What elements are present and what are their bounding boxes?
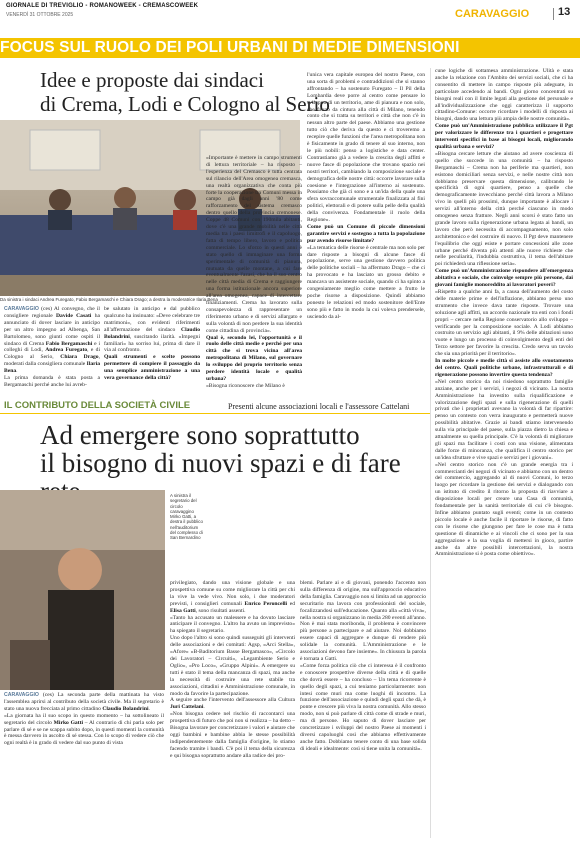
article1-column3	[206, 155, 302, 398]
article2-headline-line2: il bisogno di nuovi spazi e di fare	[40, 448, 401, 478]
band-underline	[0, 413, 430, 414]
article2-column3	[300, 580, 426, 838]
issue-date: VENERDÌ 31 OTTOBRE 2025	[6, 12, 74, 18]
focus-banner-text: FOCUS SUL RUOLO DEI POLI URBANI DI MEDIE DIMENSIONI	[0, 39, 460, 56]
newspaper-name: GIORNALE DI TREVIGLIO - ROMANOWEEK - CREMASCOWEEK	[6, 3, 199, 9]
article1-column4	[307, 72, 425, 398]
article2-photo	[0, 490, 165, 690]
article2-column2	[170, 580, 295, 838]
page-number: 13	[558, 6, 571, 18]
header-separator	[553, 8, 554, 20]
article1-column1-text: CARAVAGGIO (ces) Al convegno, che il consigliere regionale Davide Casati ha annunciato di dover lasciare in anticipo per un altro impegno ad Albenga, San Bartolomeo, sono giunti come ospiti il sindaco di Crema Fabio Bergamaschi e i colleghi di Lodi, Andrea Furegato, e di Cologno al Serio, Chiara Drago, moderati dalla consigliera comunale Ilaria Bena. La prima domanda è stata posta a Bergamaschi perché anche lui avreb-	[4, 306, 100, 388]
civil-society-band-title: IL CONTRIBUTO DELLA SOCIETÀ CIVILE	[4, 400, 191, 411]
article1-column3-text: «Importante è mettere in campo strumenti di lettura territoriale – ha risposto – l'esperienza del Cremasco è tutta centrata sul rilancio dell'Area omogenea cremasca, una realtà organizzativa che conta più forte la cooperazione tra Comuni messa in campo già dagli anni '80 come rafforzamento del sistema cremasco dentro quello della provincia cremonese. Coppe 48 Comuni con 190mila abitanti, dove c'è una grande mobilità nelle città media tra i paesi limitrofi e il capoluogo, fatta di tempo libero, lavoro e politica commerciale. Lo sforzo in questi anni è stato quello di immaginare una forma sperimentale di comunità di pianura, mutuata da quelle montane, a cui fare eventualmente l'azasi, che ha il suo centro nelle città media di Crema e raggiungere una forma istituzionale ancora superiore all'area omogenea, capace di intercettare finanziamenti. Crema ha lavorato sulla consapevolezza di rappresentare un riferimento urbano e di servizi allargato e sulla volontà di non perdere la sua identità come cittadina di provincia». Qual è, secondo lei, l'opportunità e il ruolo delle città medie e perché per una città che si trova vicina all'area metropolitana di Milano, sul governare lo sviluppo del proprio territorio senza perdere identità locale e qualità urbana? «Bisogna riconoscere che Milano è	[206, 155, 302, 389]
speaker-illustration	[0, 490, 165, 690]
article2-headline-line1: Ad emergere sono soprattutto	[40, 420, 360, 450]
right-column-text: cune logiche di sottamesa amministrazione. Ulità e stata anche la relazione con l'Ambito dei servizi sociali, che ci ha consentito di mettere in campo risposte più adeguate, in particolare accedendo ai bandi. Ogni giorno concentrati su bisogni reali con il limite legati alla gestione del personale e all'individualizzazione che oggi caratterizza il supporto cittadino-Comune: occorre ricordare i modelli di risposta ai bisogni, dando una lettura più ampia delle nostre comunità». Come può un'Amministrazione pubblica utilizzare il Pgt per valorizzare le differenze tra i quartieri e progettare interventi specifici in base ai bisogni locali, migliorando qualità urbana e servizi? «Bisogna cercare letture che aiutano ad avere coscienza di quello che succede in una comunità – ha risposto Bergamaschi – Crema non ha periferie ma quartieri, non esistono domiciliari senza servizi, e nelle nostre città non dobbiamo preservare questa dimensione, calibrando le specificità di ogni quartiere, penso a quelle che demograficamente invecchiano perché città lavora a Milano vivo in quelli più prossimi, dunque importante è allocare i servizi all'interno della città perché ciascuno in modo omogeneo senza fratture. Negli anni scorsi è stato fatto un grande lavoro sulla rigenerazione urbana legata ai bandi, un lavoro che però necessita di accompagnamento, non solo architettonico e del costruire di nuovo. Il Pgt deve mantenere l'equilibrio che oggi esiste e portare concessioni alle zone urbane perché diventa più attenti alle nuove richieste che nelle peculiarità, l'indubbia costruttiva, il tema dell'abitare poi richiederà una riflessione seria». Come può un'Amministrazione rispondere all'emergenza abitativa e sociale, che coinvolge sempre più persone, dai giovani famiglie monoreddito ai lavoratori poveri? «Rispetto a qualche anni fa, a causa dell'aumento del costo delle materie prime e dell'inflazione, abbiamo perso uno strumento che invece dava tante risposte. Trovare una soluzione agli affitti, un accordo nazionale tra enti con i fondi propri – cercare nella Regione conservatorio allo sviluppo – verificando per la composizione sociale. A Lodi abbiamo costruito un servizio agli abitanti, il 9% delle abitazioni sono vuote e lungo un processo di coinvolgimento degli enti del Terzo settore per favorire la crescita. Credo serva un tavolo che sia una priorità per il territorio». In molte piccole e medie città si assiste allo svuotamento del centro. Quali politiche urbane, infrastrutturali e di rigenerazione possono invertire questa tendenza? «Nel centro storico da noi risiedono soprattutto famiglie anziane, anche per i servizi, i negozi di vicinato. La nostra Amministrazione ha investito sulla riqualificazione e valorizzazione degli spazi e sulla rigenerazione di quelli privati che i proprietari avevano la volontà di far ripartire: penso un contesto con verra inaugurato e permetterà nuove possibilità abitative. Grazie ai bandi stiamo intervenendo sulla via principale del paese, sulla piazza dietro la chiesa e attualmente su quella principale. C'è la volontà di migliorare gli spazi ma facilitare i costi con una visione, alimentata dalle forze di minoranza, che qualifica il centro storico per un'idea sfruttare e vive spazi e servizi per i giovani». «Nel centro storico non c'è un grande energia tra i commercianti dei negozi di vicinato e abbiamo con un dentro del commercio, aggregando al di nuovi Comuni, lo terzo luogo per ricordare la gestione dei servizi e dialogando con un istituto di credito il ritorno la proposta di riavviare a disposizione locali per creare una Casa di comunità, fondamentale per la sanità territoriale di cui c'è bisogno. Infine abbiamo puntato sugli eventi; come in un contesto piccolo locale è anche facile il riportare le risorse, di fatto con le risorse che giungono per fare le cose ma è tutta questione di dinamiche e ai vincoli che ci sono per la sua aggregazione e la sua voglia di mettersi in gioco, partire anche da altre possibili intercettazioni, la nostra Amministrazione si è posta come obiettivo».	[435, 68, 573, 558]
article1-headline-line2: di Crema, Lodi e Cologno al Serio	[40, 92, 330, 116]
article1-column2-text: be salutato in anticipo e dal pubblico qualcuno ha insinuato: «Deve celebrare tre matrimoni», con evidenti riferimenti all'affermazione del sindaco Claudio Bolandrini, suscitando ilarità. «Impegni familiari» ha sorriso lui, prima di dare il via al confronto. Quali strumenti e scelte possono permettere di compiere il passaggio da una semplice amministrazione a una vera governance della città?	[104, 306, 200, 382]
article2-column1-text: CARAVAGGIO (ces) La seconda parte della mattinata ha visto l'assemblea aprirsi al contributo della società civile. Ma il segretario è stato una nuova frecciata al primo cittadino Claudio Bolandrini. «La giornata ha il suo scopo in questo momento – ha sottolineato il segretario del circolo Mirko Gatti – Al contrario di chi parla solo per parlare di sé e se ne scappa subito dopo, in questi momenti la comunità è messa davvero in ascolto di sé stessa. Con lo scopo di vedere ciò che ogni realtà è in grado di vedere dal suo punto di vista	[4, 692, 164, 747]
article2-column2-text: privilegiato, dando una visione globale e una prospettiva comune su come migliorare la città per chi la vive la vede vivo. Non solo, i due moderatori previsti, i consiglieri comunali Enrico Peroncelli ed Elisa Gatti, sono risultati assenti. «Tanto ha accusato un malessere e ha dovuto lasciare anticipare il convegno. L'altro ha avuto un imprevisto» ha spiegato il segretario. Uno dopo l'altro si sono quindi susseguiti gli interventi delle associazioni e dei comitati: Agsp, «Arci Stella», «Afore» «B-Baditorium Basse Bergamasco», «Circolo dei Lavoratori – Circuiti», «Legambiente Serio e Oglio», «Pro Loco», «Gruppo Alpini». A emergere su tutti è stato il tema della mancanza di spazi, ma anche la necessità di costruire una rete stabile tra associazioni, cittadini e Amministrazione comunale, in modo da favorire la partecipazione. A seguire anche l'intervento dell'assessore alla Cultura Juri Cattelani. «Non bisogna cedere nel rischio di raccontarci una prospettiva di futuro che poi non si realizza – ha detto – Bisogna lavorare per concretizzare i valori e aiutare che oggi bambini e bambine abbia le stesse possibilità indipendentemente dalla famiglia d'origine, lo stiamo facendo tramite i bandi. C'è poi il tema della sicurezza e qui bisogna soprattutto andare alla radice dei pro-	[170, 580, 295, 759]
article2-column3-text: blemi. Parlare ai e di giovani, ponendo l'accento non sulla differenza di origine, ma sull'approccio educativo della famiglia. Caravaggio non si limita ad un approccio securitario ma lavora con professionisti del sociale, focalizzandosi sull'educazione. Quanto alla «città viva», nella nostra si organizzano in media 280 eventi all'anno. Non è mai stata moribonda, il problema è convincere più persone a partecipare e ad aiutare. Noi dobbiamo essere capaci di aggregare e dunque di rendere più solidale la comunità. L'Amministrazione e le associazioni devono fare insieme». In chiusura la parola è tornata a Gatti. «Come forza politica ciò che ci interessa è il confronto e conoscere prospettive diverse della città e di quelle che dovrà essere – ha concluso – Un tema ricorrente è quello degli spazi, a cui teniamo particolarmente: non intesi come muri ma come luoghi di incontro. La funzione dell'associazione e quindi degli spazi che dà, è ponte e crescere più viva la nostra comunità. Allo stesso modo, non si può parlare di città come di strade e muri, ma di persone. Ho saputo di dover lasciare per concretizzare i sviluppi del nostro Paese ai momenti i diversi capoluoghi così che abbiamo effettivamente anche fatto. Dobbiamo tenere conto di una base solida di ideali e idealmente: così si tiene unita la comunità».	[300, 580, 426, 752]
civil-society-band-subtitle: Presenti alcune associazioni locali e l'assessore Cattelani	[228, 402, 410, 411]
article2-column1	[4, 692, 164, 838]
article1-photo-caption: Da sinistra i sindaci Andrea Furegato, Fabio Bergamaschi e Chiara Drago; a destra la moderatrice Ilaria Bena	[0, 297, 218, 302]
article1-headline-line1: Idee e proposte dai sindaci	[40, 68, 264, 92]
page-header	[0, 0, 580, 26]
article1-column4-text: l'unica vera capitale europea del nostro Paese, con una sorta di problemi e contraddizioni che si stanno affrontando – ha sostenuto Furegato – Il Pil della Lombardia deve porre al centro come pensare lo sviluppo di un territorio, ame di pianura e non solo, che fanno da cintura alla città di Milano, tenendo conto che si tratta su territori e città che non c'è in nessun altro parte del paese. Abbiamo una gestione tutto ciò che deriva da questo e ci troveremo a recepire quelle funzioni che l'area metropolitana non è fisicamente in grado di tenere al suo interno, non le più nobili: penso a logistiche e data center. Contrastiamo già a vedere la crescita degli affitti e nuove fasce di popolazione che trovano spazio nei nostri territori, cambiando la composizione sociale e demografica delle nostre città: occorre lavorare sulla coesione e l'integrazione all'interno ai sostenuto. Possiamo che già ci sono e a un'ida della quale una sfera sovraccomunale strumentale finalizzata al fini politici, elettorali e di potere sulla pelle della qualità della convivenza. Fondamentale il ruolo della Regione». Come può un Comune di piccole dimensioni garantire servizi e sostegno a tutta la popolazione pur avendo risorse limitate? «La tematica delle risorse è centrale ma non solo per dare risposte a bisogni di alcune fasce di popolazione, serve una gestione davvero politica delle politiche sociali – ha affermato Drago – che ci ha provocato e ha lasciato un grosso debito e mancava un assistente sociale, quando ci ha spinto a congeniamente meglio come mettere a frutto le poche risorse a disposizione. Quindi abbiamo ponesto le relazioni ed modo sostenitore dell'Ente sono più e fatto in modo la cui voleva prendersele, usciendo da al-	[307, 72, 425, 320]
right-column	[435, 68, 573, 838]
article1-column2	[104, 306, 200, 398]
article2-photo-caption: A sinistra il segretario del circolo caravaggino Mirko Gatti, a destra il pubblico nell'auditorium del complesso di San Bernardino	[170, 493, 203, 541]
section-title: CARAVAGGIO	[455, 8, 530, 20]
article1-column1	[4, 306, 100, 398]
